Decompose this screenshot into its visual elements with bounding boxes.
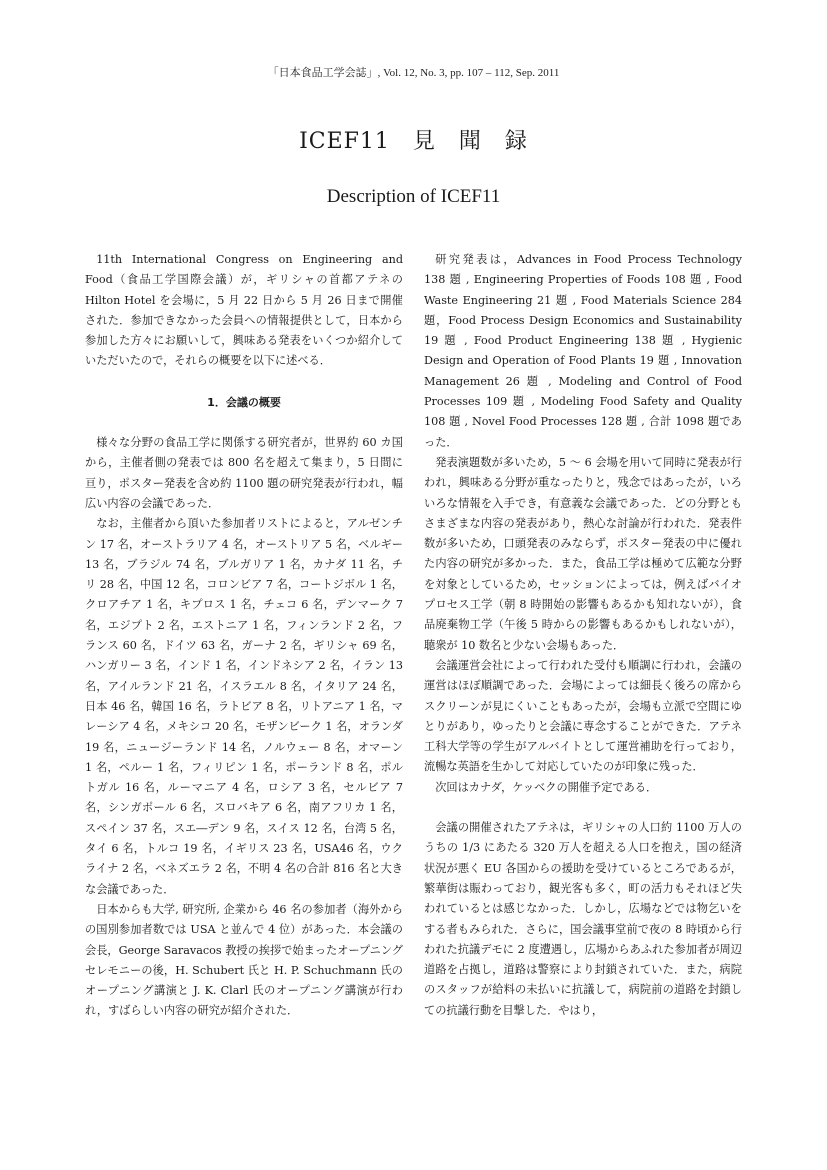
paragraph-spacer [424, 798, 742, 818]
body-paragraph: 会議の開催されたアテネは，ギリシャの人口約 1100 万人のうちの 1/3 にあたる 320 万人を超える人口を抱え，国の経済状況が悪く EU 各国からの援助を受けているところであるが，繁華街は賑わっており，観光客も多く，町の活力もそれほど失われているとは感じなかった．しかし，広場などでは物乞いをする者もみられた．さらに，国会議事堂前で夜の 8 時頃から行われた抗議デモに 2 度遭遇し，広場からあふれた参加者が周辺道路を占拠し，道路は警察により封鎖されていた．また，病院のスタッフが給料の未払いに抗議して，病院前の道路を封鎖しての抗議行動を目撃した．やはり， [424, 821, 742, 1017]
left-column [85, 250, 403, 1022]
article-title: ICEF11 見 聞 録 [299, 129, 528, 154]
body-paragraph: なお，主催者から頂いた参加者リストによると，アルゼンチン 17 名，オーストラリア 4 名，オーストリア 5 名，ベルギー 13 名，ブラジル 74 名，ブルガリア 1 名，カナダ 11 名，チリ 28 名，中国 12 名，コロンビア 7 名，コートジボル 1 名，クロアチア 1 名，キプロス 1 名，チェコ 6 名，デンマーク 7 名，エジプト 2 名，エストニア 1 名，フィンランド 2 名，フランス 60 名，ドイツ 63 名，ガーナ 2 名，ギリシャ 69 名，ハンガリー 3 名，インド 1 名，インドネシア 2 名，イラン 13 名，アイルランド 21 名，イスラエル 8 名，イタリア 24 名，日本 46 名，韓国 16 名，ラトビア 8 名，リトアニア 1 名，マレーシア 4 名，メキシコ 20 名，モザンビーク 1 名，オランダ 19 名，ニュージーランド 14 名，ノルウェー 8 名，オマーン 1 名，ペルー 1 名，フィリピン 1 名，ポーランド 8 名，ポルトガル 16 名，ルーマニア 4 名，ロシア 3 名，セルビア 7 名，シンガポール 6 名，スロバキア 6 名，南アフリカ 1 名，スペイン 37 名，スエ―デン 9 名，スイス 12 名，台湾 5 名，タイ 6 名，トルコ 19 名，イギリス 23 名，USA46 名，ウクライナ 2 名，ベネズエラ 2 名，不明 4 名の合計 816 名と大きな会議であった． [85, 517, 403, 896]
article-subtitle: Description of ICEF11 [326, 186, 501, 207]
body-paragraph: 会議運営会社によって行われた受付も順調に行われ，会議の運営はほぼ順調であった．会場によっては細長く後ろの席からスクリーンが見にくいこともあったが，会場も立派で空間にゆとりがあり，ゆったりと会議に専念することができた．アテネ工科大学等の学生がアルバイトとして運営補助を行っており，流暢な英語を生かして対応していたのが印象に残った． [424, 658, 742, 774]
journal-citation-header: 「日本食品工学会誌」, Vol. 12, No. 3, pp. 107 – 112, Sep. 2011 [267, 67, 560, 79]
right-column [424, 250, 742, 1021]
intro-paragraph: 11th International Congress on Engineering and Food（食品工学国際会議）が，ギリシャの首都アテネの Hilton Hotel を会場に，5 月 22 日から 5 月 26 日まで開催された．参加できなかった会員への情報提供として，日本から参加した方々にお願いして，興味ある発表をいくつか紹介していただいたので，それらの概要を以下に述べる． [85, 253, 403, 368]
section-heading: 1．会議の概要 [207, 395, 281, 409]
body-paragraph: 研究発表は，Advances in Food Process Technology 138 題 , Engineering Properties of Foods 108 題 , Food Waste Engineering 21 題 , Food Materials Science 284 題，Food Process Design Economics and Sustainability 19 題 , Food Product Engineering 138 題 , Hygienic Design and Operation of Food Plants 19 題 , Innovation Management 26 題 , Modeling and Control of Food Processes 109 題 , Modeling Food Safety and Quality 108 題 , Novel Food Processes 128 題 , 合計 1098 題であった． [424, 253, 742, 449]
body-paragraph: 次回はカナダ，ケッベクの開催予定である． [435, 780, 658, 794]
body-paragraph: 様々な分野の食品工学に関係する研究者が，世界約 60 カ国から，主催者側の発表では 800 名を超えて集まり，5 日間に亘り，ポスター発表を含め約 1100 題の研究発表が行われ，幅広い内容の会議であった． [85, 436, 403, 510]
body-paragraph: 日本からも大学, 研究所, 企業から 46 名の参加者（海外からの国別参加者数では USA と並んで 4 位）があった．本会議の会長，George Saravacos 教授の挨拶で始まったオープニングセレモニーの後，H. Schubert 氏と H. P. Schuchmann 氏のオープニング講演と J. K. Clarl 氏のオープニング講演が行われ，すばらしい内容の研究が紹介された． [85, 902, 403, 1018]
body-paragraph: 発表演題数が多いため，5 ～ 6 会場を用いて同時に発表が行われ，興味ある分野が重なったりと，残念ではあったが，いろいろな情報を入手でき，有意義な会議であった．どの分野ともさまざまな内容の発表があり，熱心な討論が行われた．発表件数が多いため，口頭発表のみならず，ポスター発表の中に優れた内容の研究が多かった．また，食品工学は極めて広範な分野を対象としているため，セッションによっては，例えばバイオプロセス工学（朝 8 時開始の影響もあるかも知れないが），食品廃棄物工学（午後 5 時からの影響もあるかもしれないが），聴衆が 10 数名と少ない会場もあった． [424, 455, 742, 652]
